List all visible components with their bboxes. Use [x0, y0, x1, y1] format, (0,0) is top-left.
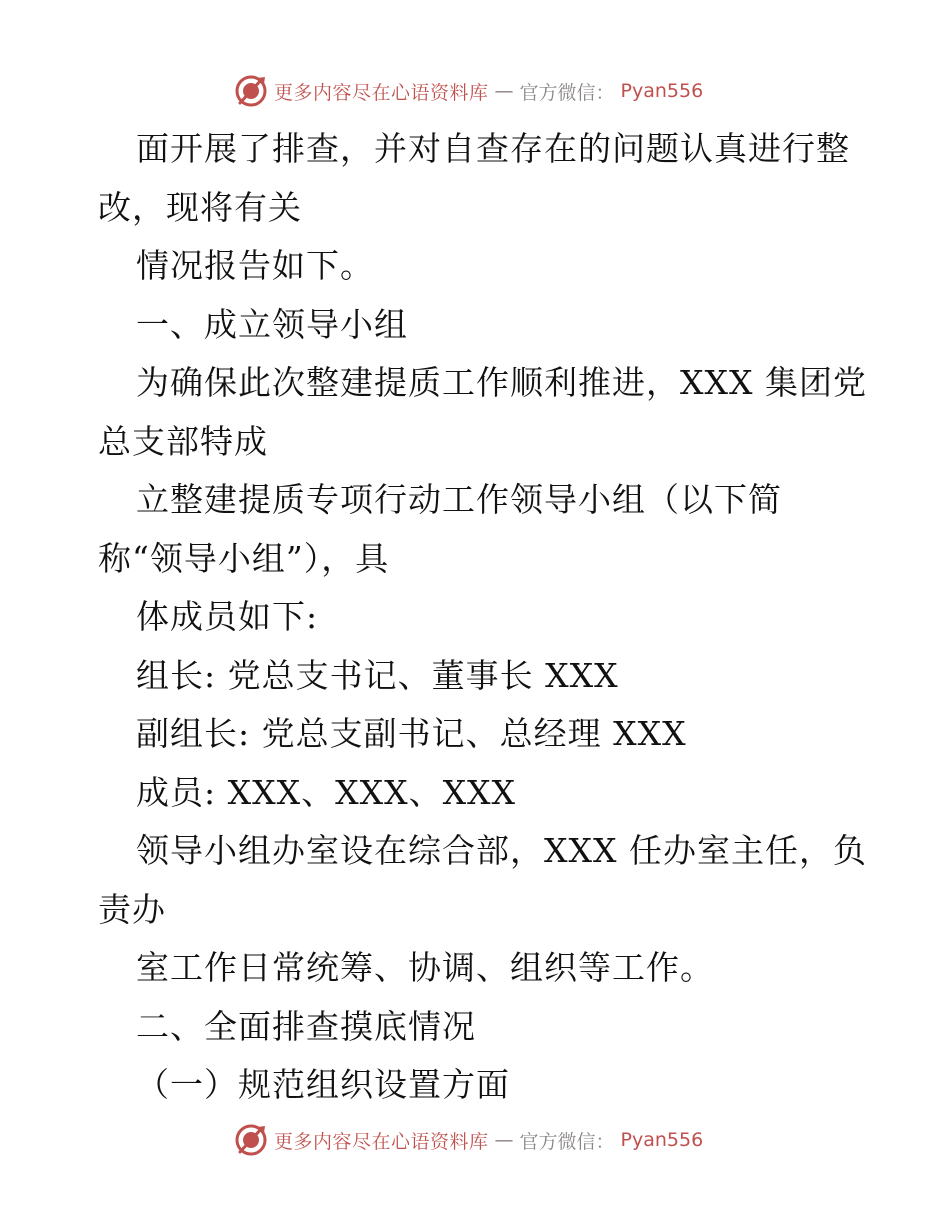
banner-site-text: 更多内容尽在心语资料库 — [274, 1130, 489, 1153]
document-body — [98, 120, 867, 1115]
text-line: 情况报告如下。 — [136, 246, 374, 285]
text-line: 组长: 党总支书记、董事长 XXX — [136, 655, 619, 695]
text-line: 总支部特成 — [98, 421, 268, 461]
banner-separator: — — [494, 1129, 514, 1151]
text-line: 改，现将有关 — [98, 187, 302, 227]
text-line: 一、成立领导小组 — [136, 304, 408, 344]
text-line: 面开展了排查，并对自查存在的问题认真进行整 — [136, 129, 850, 168]
text-line: 副组长: 党总支副书记、总经理 XXX — [136, 714, 687, 753]
header-banner — [234, 71, 703, 111]
text-line: 成员: XXX、XXX、XXX — [136, 772, 517, 812]
text-line: 责办 — [98, 889, 166, 929]
banner-wechat-id: Pyan556 — [620, 80, 704, 102]
text-line: 为确保此次整建提质工作顺利推进，XXX 集团党 — [136, 363, 867, 402]
banner-wechat-label: 官方微信： — [519, 1130, 615, 1153]
text-line: 立整建提质专项行动工作领导小组（以下简 — [136, 480, 782, 519]
footer-banner — [234, 1120, 703, 1160]
text-line: 二、全面排查摸底情况 — [136, 1006, 476, 1046]
banner-site-text: 更多内容尽在心语资料库 — [274, 81, 489, 104]
text-line: 室工作日常统筹、协调、组织等工作。 — [136, 948, 714, 987]
text-line: 称“领导小组”），具 — [98, 538, 390, 578]
brand-logo-icon — [234, 1123, 268, 1157]
banner-wechat-id: Pyan556 — [620, 1129, 704, 1151]
banner-separator: — — [494, 80, 514, 102]
text-line: （一）规范组织设置方面 — [136, 1065, 510, 1104]
brand-logo-icon — [234, 74, 268, 108]
text-line: 领导小组办室设在综合部，XXX 任办室主任，负 — [136, 831, 867, 870]
banner-wechat-label: 官方微信： — [519, 81, 615, 104]
text-line: 体成员如下: — [136, 597, 319, 636]
